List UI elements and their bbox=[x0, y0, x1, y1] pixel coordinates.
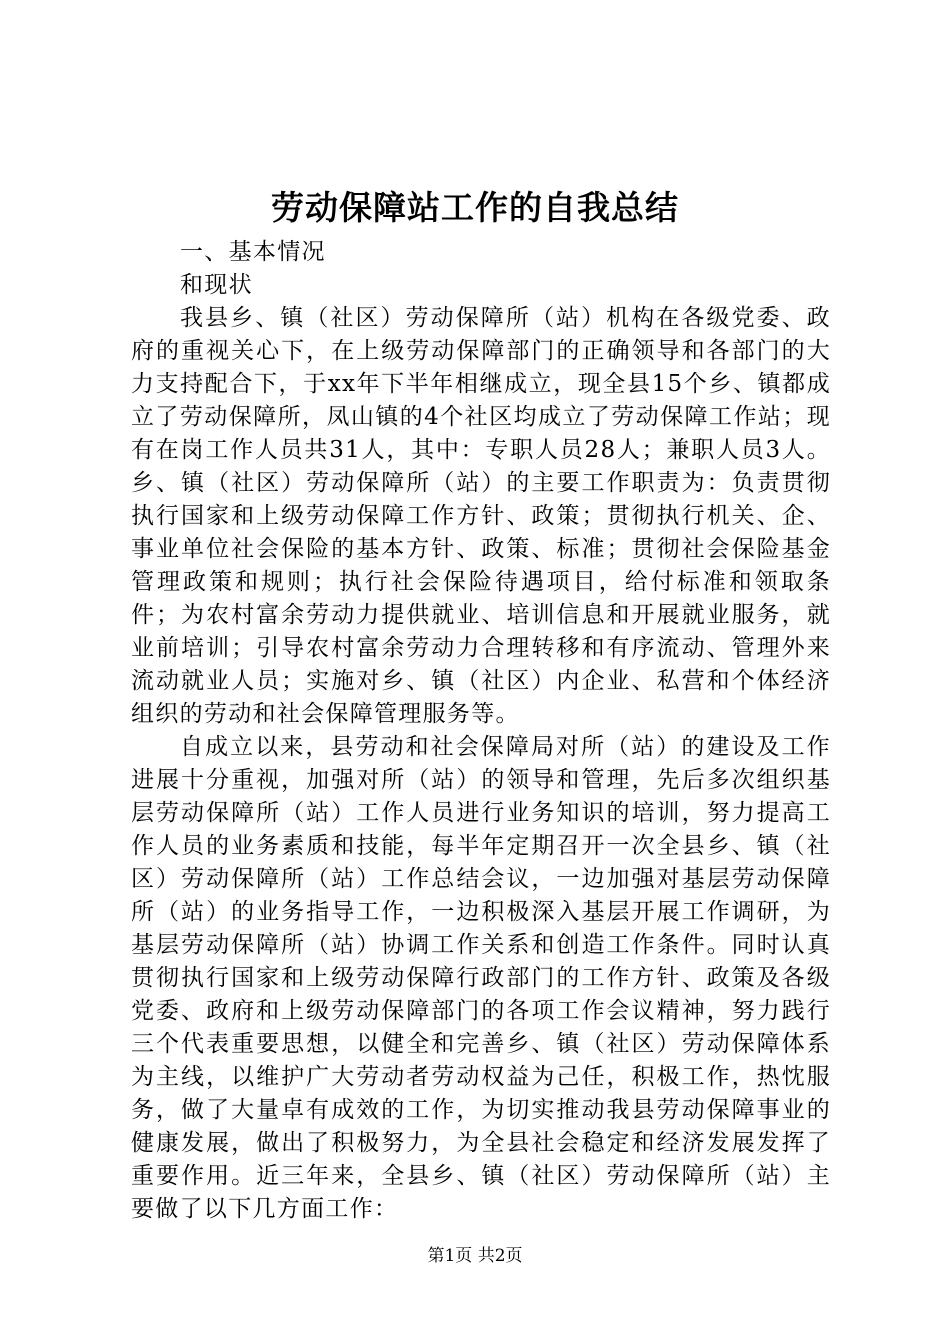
document-title: 劳动保障站工作的自我总结 bbox=[271, 188, 679, 227]
body-paragraph: 自成立以来，县劳动和社会保障局对所（站）的建设及工作进展十分重视，加强对所（站）的领导和管理，先后多次组织基层劳动保障所（站）工作人员进行业务知识的培训，努力提高工作人员的业务素质和技能，每半年定期召开一次全县乡、镇（社区）劳动保障所（站）工作总结会议，一边加强对基层劳动保障所（站）的业务指导工作，一边积极深入基层开展工作调研，为基层劳动保障所（站）协调工作关系和创造工作条件。同时认真贯彻执行国家和上级劳动保障行政部门的工作方针、政策及各级党委、政府和上级劳动保障部门的各项工作会议精神，努力践行三个代表重要思想，以健全和完善乡、镇（社区）劳动保障体系为主线，以维护广大劳动者劳动权益为己任，积极工作，热忱服务，做了大量卓有成效的工作，为切实推动我县劳动保障事业的健康发展，做出了积极努力，为全县社会稳定和经济发展发挥了重要作用。近三年来，全县乡、镇（社区）劳动保障所（站）主要做了以下几方面工作： bbox=[131, 734, 831, 1222]
page-number-footer: 第1页 共2页 bbox=[427, 1246, 523, 1266]
section-heading: 一、基本情况 bbox=[180, 239, 326, 265]
section-heading-continuation: 和现状 bbox=[180, 272, 253, 298]
body-paragraph: 我县乡、镇（社区）劳动保障所（站）机构在各级党委、政府的重视关心下，在上级劳动保障部门的正确领导和各部门的大力支持配合下，于xx年下半年相继成立，现全县15个乡、镇都成立了劳动保障所，凤山镇的4个社区均成立了劳动保障工作站；现有在岗工作人员共31人，其中：专职人员28人；兼职人员3人。乡、镇（社区）劳动保障所（站）的主要工作职责为：负责贯彻执行国家和上级劳动保障工作方针、政策；贯彻执行机关、企、事业单位社会保险的基本方针、政策、标准；贯彻社会保险基金管理政策和规则；执行社会保险待遇项目，给付标准和领取条件；为农村富余劳动力提供就业、培训信息和开展就业服务，就业前培训；引导农村富余劳动力合理转移和有序流动、管理外来流动就业人员；实施对乡、镇（社区）内企业、私营和个体经济组织的劳动和社会保障管理服务等。 bbox=[131, 305, 831, 727]
document-body bbox=[131, 236, 831, 1226]
